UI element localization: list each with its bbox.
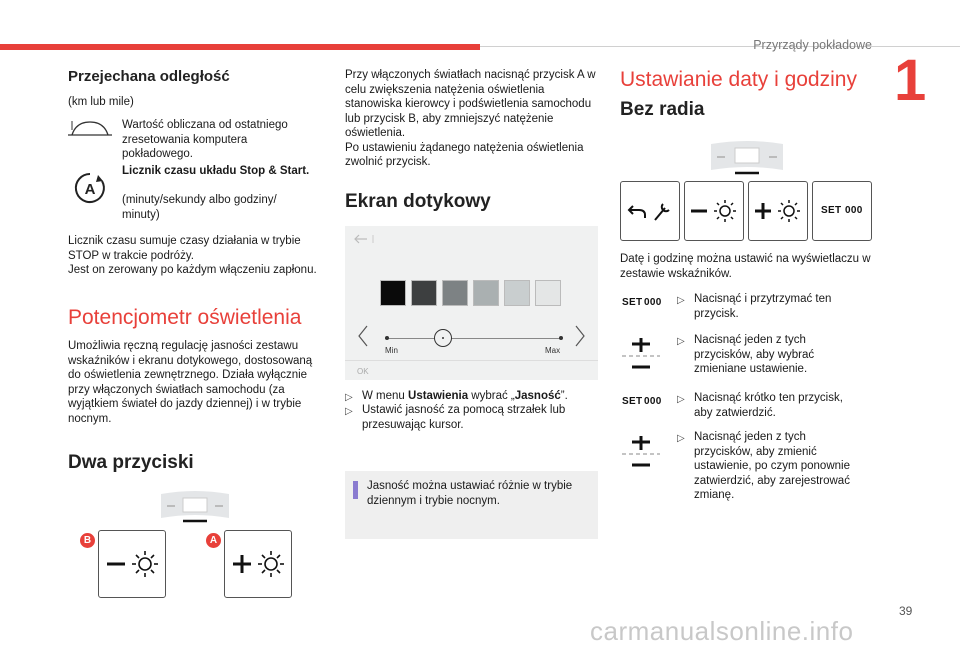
- step-3: Nacisnąć krótko ten przycisk, aby zatwierdzić.: [694, 392, 843, 419]
- plus-minus-icon: [620, 436, 662, 470]
- slider-max-label: Max: [545, 346, 561, 355]
- step4-bullet: ▷: [677, 433, 685, 444]
- screen-divider: [345, 360, 598, 361]
- page-number: 39: [899, 604, 913, 618]
- brightness-increase-icon: [225, 531, 291, 597]
- two-buttons-title: Dwa przyciski: [68, 452, 194, 473]
- header-rule: [480, 46, 960, 47]
- touchscreen-illustration: [345, 226, 598, 380]
- trip-description: Wartość obliczana od ostatniego zresetowania komputera pokładowego.: [122, 119, 288, 160]
- watermark: carmanualsonline.info: [590, 616, 854, 646]
- slider-min-dot: [385, 336, 389, 340]
- date-time-intro: Datę i godzinę można ustawić na wyświetlaczu w zestawie wskaźników.: [620, 253, 871, 280]
- brightness-swatch[interactable]: [380, 280, 406, 306]
- step-1: Nacisnąć i przytrzymać ten przycisk.: [694, 293, 832, 320]
- stop-start-body: Licznik czasu sumuje czasy działania w trybie STOP w trakcie podróży. Jest on zerowany po każdym włączeniu zapłonu.: [68, 235, 317, 276]
- label-b-badge: B: [80, 533, 95, 548]
- brightness-decrease-icon: [685, 182, 743, 240]
- stop-start-title: Licznik czasu układu Stop & Start.: [122, 165, 310, 177]
- step-2: Nacisnąć jeden z tych przycisków, aby wybrać zmieniane ustawienie.: [694, 334, 815, 375]
- brightness-swatch[interactable]: [411, 280, 437, 306]
- slider-max-dot: [559, 336, 563, 340]
- brightness-slider-track[interactable]: [385, 338, 561, 339]
- brightness-swatch[interactable]: [535, 280, 561, 306]
- step1-zero-label: 000: [644, 297, 662, 308]
- dimmer-intro: Przy włączonych światłach nacisnąć przycisk A w celu zwiększenia natężenia oświetlenia stanowiska kierowcy i podświetlenia samochodu lub przycisk B, aby zmniejszyć natężenie oświetlenia. Po ustawieniu żądanego natężenia oświetlenia zwolnić przycisk.: [345, 69, 596, 168]
- info-icon: [353, 481, 358, 499]
- plus-minus-icon: [620, 338, 662, 372]
- bullet-1: ▷: [345, 392, 353, 403]
- info-box: [345, 471, 598, 539]
- label-a-badge: A: [206, 533, 221, 548]
- dimmer-minus-button[interactable]: [98, 530, 166, 598]
- brightness-swatch[interactable]: [504, 280, 530, 306]
- step3-bullet: ▷: [677, 394, 685, 405]
- brightness-increase-icon: [749, 182, 807, 240]
- trip-title: Przejechana odległość: [68, 68, 230, 85]
- brightness-swatch[interactable]: [442, 280, 468, 306]
- plus-button[interactable]: [748, 181, 808, 241]
- brightness-swatch[interactable]: [473, 280, 499, 306]
- set-button[interactable]: [812, 181, 872, 241]
- stop-start-unit: (minuty/sekundy albo godziny/ minuty): [122, 194, 277, 221]
- trip-unit: (km lub mile): [68, 96, 134, 108]
- dimmer-body: Umożliwia ręczną regulację jasności zestawu wskaźników i ekranu dotykowego, dostosowaną do oświetlenia zewnętrznego. Działa wyłącznie przy włączonych światłach samochodu (za wyjątkiem świateł do jazdy dziennej) i w trybie nocnym.: [68, 340, 313, 425]
- step3-zero-label: 000: [644, 396, 662, 407]
- section-title: Przyrządy pokładowe: [753, 38, 872, 52]
- touch-step-2: Ustawić jasność za pomocą strzałek lub przesuwając kursor.: [362, 404, 566, 431]
- slider-right-arrow-icon[interactable]: [574, 324, 586, 348]
- instrument-cluster-icon: [155, 490, 235, 524]
- road-distance-icon: [66, 118, 114, 138]
- slider-min-label: Min: [385, 346, 398, 355]
- step-4: Nacisnąć jeden z tych przycisków, aby zmienić ustawienie, po czym ponownie zatwierdzić, aby zarejestrować zmianę.: [694, 431, 850, 501]
- zero-label: 000: [845, 205, 863, 216]
- svg-text:A: A: [84, 181, 96, 198]
- brightness-decrease-icon: [99, 531, 165, 597]
- ok-button[interactable]: OK: [357, 367, 369, 376]
- instrument-cluster-icon: [705, 140, 789, 176]
- bullet-2: ▷: [345, 406, 353, 417]
- step1-bullet: ▷: [677, 295, 685, 306]
- dimmer-title: Potencjometr oświetlenia: [68, 306, 302, 329]
- chapter-number: 1: [894, 48, 927, 113]
- step3-set-label: SET: [622, 396, 643, 407]
- info-text: Jasność można ustawiać różnie w trybie dziennym i trybie nocnym.: [367, 480, 573, 507]
- stop-start-icon: [72, 170, 108, 206]
- return-wrench-icon: [621, 182, 679, 240]
- set-label: SET: [821, 205, 842, 216]
- step1-set-label: SET: [622, 297, 643, 308]
- header-accent-bar: [0, 44, 480, 50]
- touch-screen-title: Ekran dotykowy: [345, 191, 491, 212]
- no-radio-subtitle: Bez radia: [620, 99, 705, 120]
- dimmer-plus-button[interactable]: [224, 530, 292, 598]
- step2-bullet: ▷: [677, 336, 685, 347]
- date-time-title: Ustawianie daty i godziny: [620, 68, 857, 91]
- slider-left-arrow-icon[interactable]: [357, 324, 369, 348]
- brightness-slider-thumb[interactable]: [434, 329, 452, 347]
- back-arrow-icon[interactable]: [353, 232, 377, 246]
- touch-step-1: W menu Ustawienia wybrać „Jasność”.: [362, 390, 568, 402]
- minus-button[interactable]: [684, 181, 744, 241]
- back-settings-button[interactable]: [620, 181, 680, 241]
